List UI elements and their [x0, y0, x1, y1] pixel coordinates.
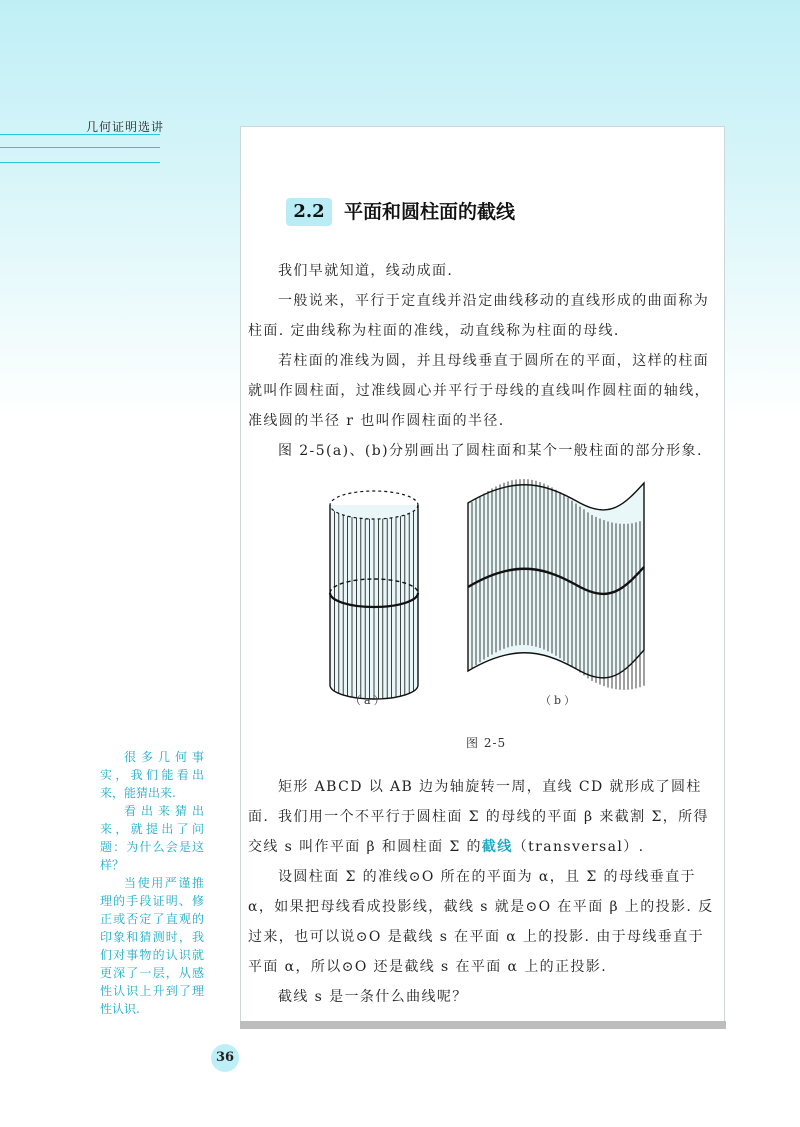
cylinder-figure: [330, 491, 418, 699]
paragraph-3: 若柱面的准线为圆，并且母线垂直于圆所在的平面，这样的柱面就叫作圆柱面，过准线圆心并平行于母线的直线叫作圆柱面的轴线，准线圆的半径 r 也叫作圆柱面的半径.: [248, 353, 710, 429]
side-note-3: 当使用严谨推理的手段证明、修正或否定了直观的印象和猜测时，我们对事物的认识就更深了一层，从感性认识上升到了理性认识.: [100, 876, 204, 1016]
panel-shadow: [240, 1021, 726, 1029]
paragraph-6: 我们用一个不平行于圆柱面 Σ 的母线的平面 β 来截割 Σ，所得交线 s 叫作平面 β 和圆柱面 Σ 的截线（transversal）.: [248, 809, 709, 855]
header-rule: [0, 147, 160, 148]
book-title: 几何证明选讲: [86, 120, 165, 134]
section-title: 平面和圆柱面的截线: [344, 201, 516, 223]
paragraph-8: 截线 s 是一条什么曲线呢？: [278, 989, 468, 1005]
figure-label-b: （b）: [540, 694, 579, 707]
paragraph-7: 设圆柱面 Σ 的准线⊙O 所在的平面为 α，且 Σ 的母线垂直于 α，如果把母线看成投影线，截线 s 就是⊙O 在平面 β 上的投影. 反过来，也可以说⊙O 是截线 s 在平面 α 上的投影. 由于母线垂直于平面 α，所以⊙O 还是截线 s 在平面 α 上的正投影.: [248, 869, 714, 975]
figure-2-5: [318, 475, 658, 715]
term-transversal: 截线: [481, 839, 513, 855]
page-number: 36: [211, 1044, 239, 1072]
paragraph-1: 我们早就知道，线动成面.: [278, 263, 454, 279]
paragraph-5: 矩形 ABCD 以 AB 边为轴旋转一周，直线 CD 就形成了圆柱面.: [248, 779, 702, 825]
general-cylinder-figure: [468, 479, 644, 690]
figure-caption: 图 2-5: [466, 736, 507, 750]
paragraph-2: 一般说来，平行于定直线并沿定曲线移动的直线形成的曲面称为柱面. 定曲线称为柱面的准线，动直线称为柱面的母线.: [248, 293, 710, 339]
side-note: [100, 748, 204, 1018]
side-note-2: 看出来猜出来，就提出了问题：为什么会是这样？: [100, 804, 204, 872]
side-note-1: 很多几何事实，我们能看出来，能猜出来.: [100, 750, 204, 800]
figure-label-a: （a）: [350, 694, 388, 707]
paragraph-4: 图 2-5(a)、(b)分别画出了圆柱面和某个一般柱面的部分形象.: [278, 443, 703, 459]
header-rule: [0, 162, 160, 163]
section-number: 2.2: [286, 198, 332, 226]
header-rule: [0, 134, 160, 135]
